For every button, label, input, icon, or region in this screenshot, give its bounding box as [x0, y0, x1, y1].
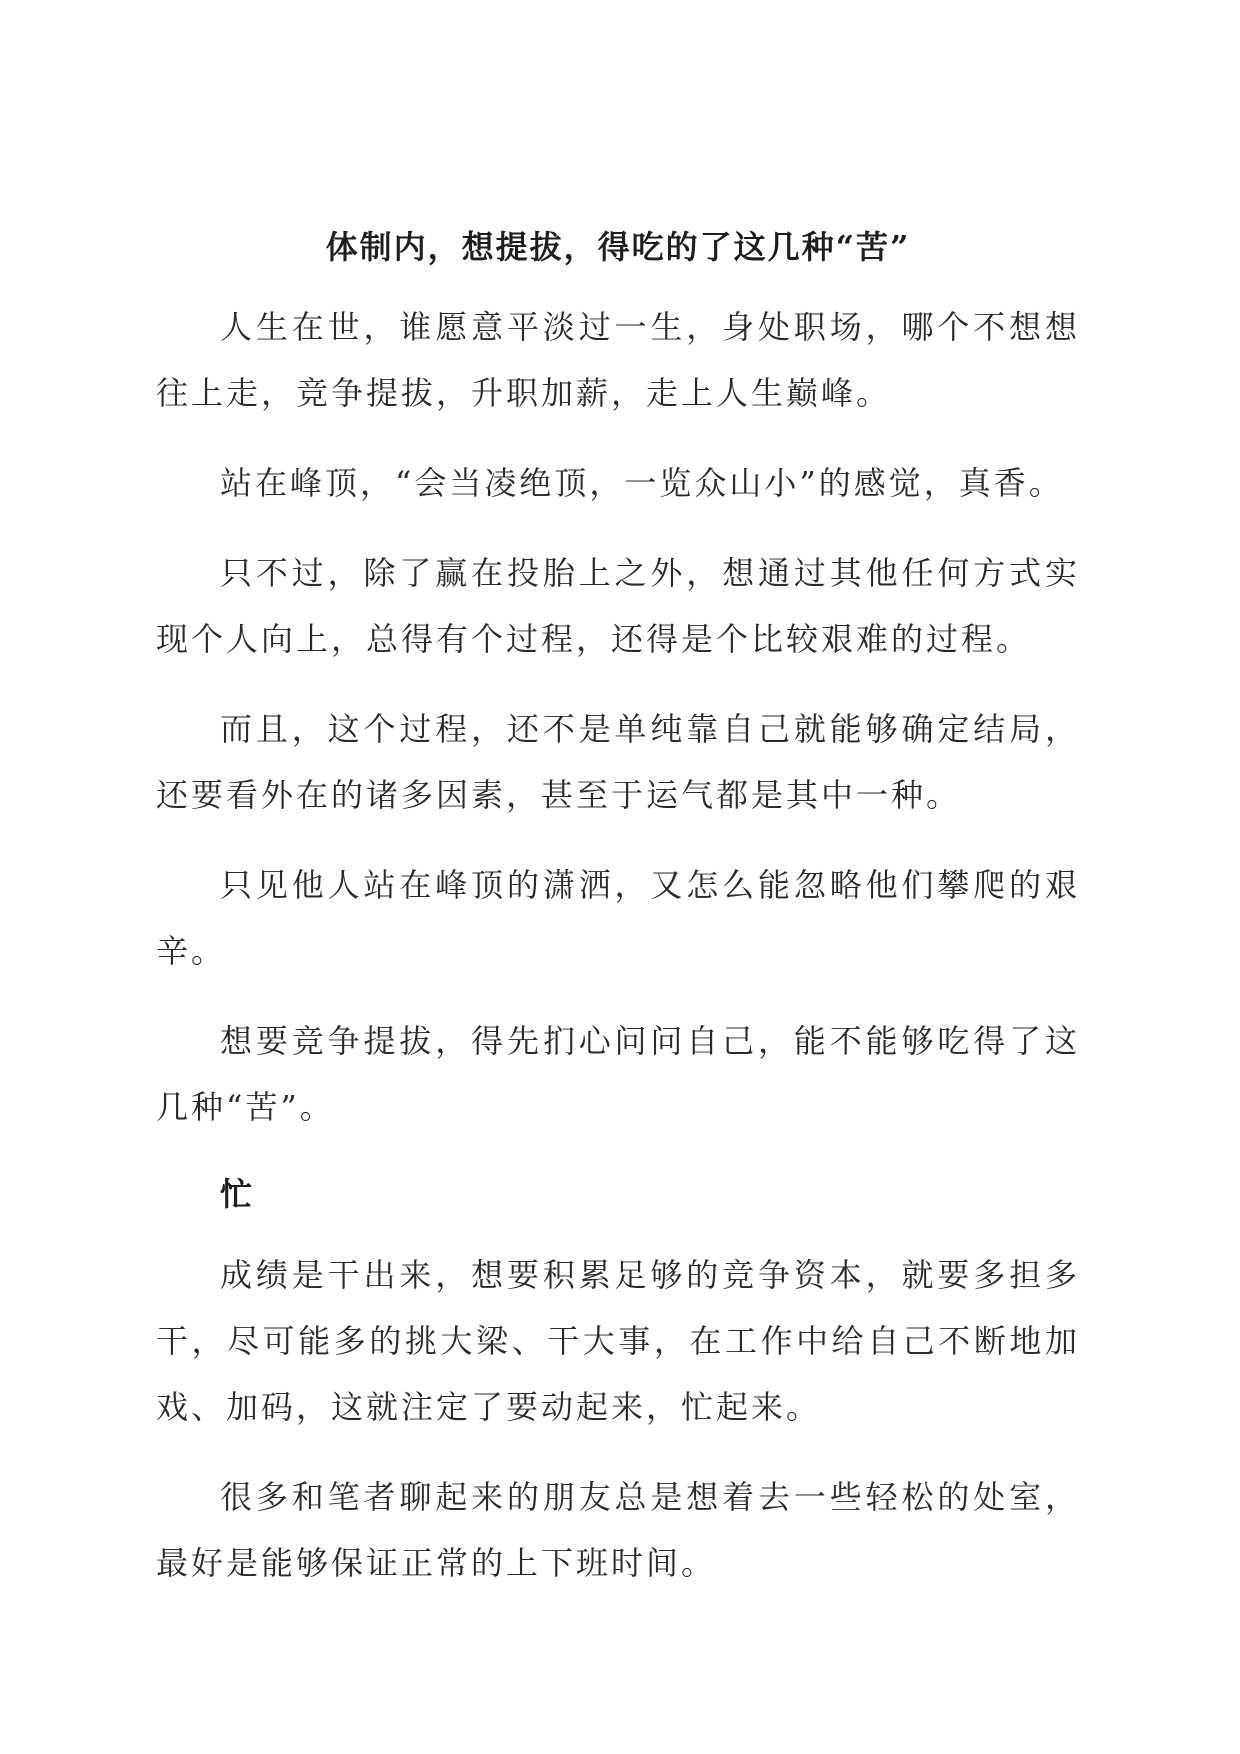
paragraph: 想要竞争提拔，得先扪心问问自己，能不能够吃得了这几种“苦”。: [156, 1022, 1080, 1126]
paragraph: 站在峰顶，“会当凌绝顶，一览众山小”的感觉，真香。: [220, 464, 1064, 502]
paragraph: 人生在世，谁愿意平淡过一生，身处职场，哪个不想想往上走，竞争提拔，升职加薪，走上人生巅峰。: [156, 308, 1080, 412]
document-title: 体制内，想提拔，得吃的了这几种“苦”: [325, 228, 911, 266]
paragraph: 只见他人站在峰顶的潇洒，又怎么能忽略他们攀爬的艰辛。: [156, 866, 1080, 970]
paragraph: 而且，这个过程，还不是单纯靠自己就能够确定结局，还要看外在的诸多因素，甚至于运气都是其中一种。: [156, 710, 1080, 814]
section-heading: 忙: [220, 1175, 253, 1213]
paragraph: 只不过，除了赢在投胎上之外，想通过其他任何方式实现个人向上，总得有个过程，还得是个比较艰难的过程。: [156, 554, 1080, 658]
document-body: [156, 218, 1080, 1620]
paragraph: 很多和笔者聊起来的朋友总是想着去一些轻松的处室，最好是能够保证正常的上下班时间。: [156, 1478, 1080, 1582]
paragraph: 成绩是干出来，想要积累足够的竞争资本，就要多担多干，尽可能多的挑大梁、干大事，在工作中给自己不断地加戏、加码，这就注定了要动起来，忙起来。: [156, 1256, 1080, 1426]
